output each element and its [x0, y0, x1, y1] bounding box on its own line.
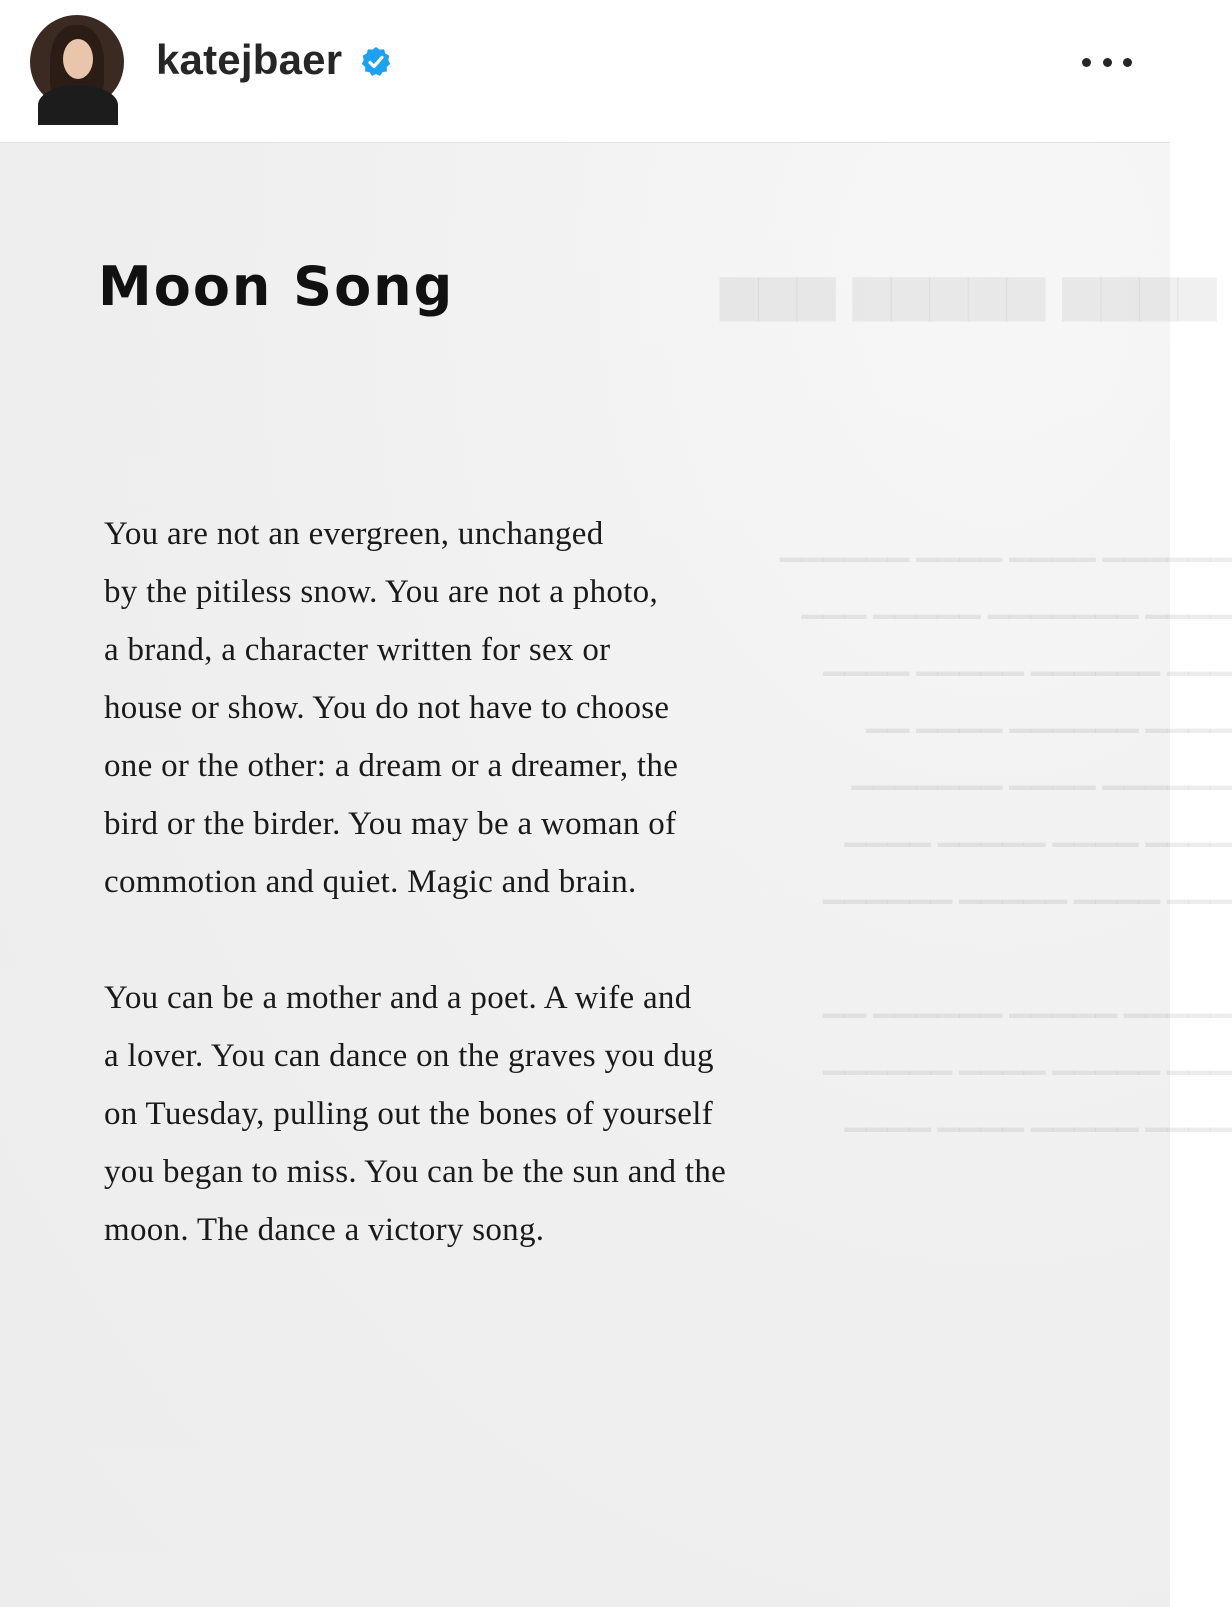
poem-line: by the pitiless snow. You are not a photo,	[104, 574, 659, 610]
more-dot	[1082, 58, 1091, 67]
poem-line: you began to miss. You can be the sun and the	[104, 1154, 727, 1190]
poem-stanza-1	[104, 505, 678, 911]
avatar-face	[63, 39, 93, 79]
poem-line: one or the other: a dream or a dreamer, the	[104, 748, 679, 784]
more-options-icon[interactable]	[1082, 50, 1132, 74]
poem-line: a brand, a character written for sex or	[104, 632, 611, 668]
avatar[interactable]	[30, 15, 124, 109]
poem-line: moon. The dance a victory song.	[104, 1212, 545, 1248]
poem-line: You are not an evergreen, unchanged	[104, 516, 604, 552]
poem-line: a lover. You can dance on the graves you dug	[104, 1038, 714, 1074]
poem-title: Moon Song	[98, 255, 455, 318]
verified-badge-icon	[360, 46, 392, 78]
poem-line: commotion and quiet. Magic and brain.	[104, 864, 637, 900]
username[interactable]: katejbaer	[156, 36, 343, 83]
poem-stanza-2	[104, 969, 726, 1259]
poem-line: bird or the birder. You may be a woman of	[104, 806, 677, 842]
more-dot	[1123, 58, 1132, 67]
post-photo	[0, 143, 1232, 1607]
show-through-text-shape: ▁▁▁▁▁▁ ▁▁▁▁ ▁▁▁▁ ▁▁▁▁▁▁ ▁▁▁▁ ▁▁▁▁▁▁▁ ▁▁▁▁▁ ▁▁▁ ▁▁▁ ▁▁▁▁▁▁ ▁▁▁▁▁ ▁▁▁▁ ▁▁▁▁ ▁▁▁▁▁▁ ▁▁▁▁ ▁▁ ▁▁▁▁▁▁ ▁▁▁▁ ▁▁▁▁▁▁▁ ▁▁▁▁ ▁▁▁▁ ▁▁▁▁▁ ▁▁▁▁ ▁▁▁ ▁▁▁▁ ▁▁▁▁▁ ▁▁▁▁▁▁ ▁▁▁▁▁ ▁▁▁▁▁ ▁▁▁▁▁▁ ▁▁ ▁▁▁ ▁▁▁▁▁ ▁▁▁▁ ▁▁▁▁▁▁ ▁▁▁▁ ▁▁▁▁▁ ▁▁▁▁ ▁▁▁▁	[780, 531, 1232, 1132]
show-through-title-shape: ▆▆▆▆ ▆▆▆▆▆ ▆▆▆	[720, 263, 1217, 321]
avatar-shoulders	[38, 85, 118, 125]
poem-line: on Tuesday, pulling out the bones of yourself	[104, 1096, 713, 1132]
poem-line: You can be a mother and a poet. A wife and	[104, 980, 692, 1016]
post-header	[0, 0, 1170, 143]
more-dot	[1103, 58, 1112, 67]
poem-line: house or show. You do not have to choose	[104, 690, 670, 726]
